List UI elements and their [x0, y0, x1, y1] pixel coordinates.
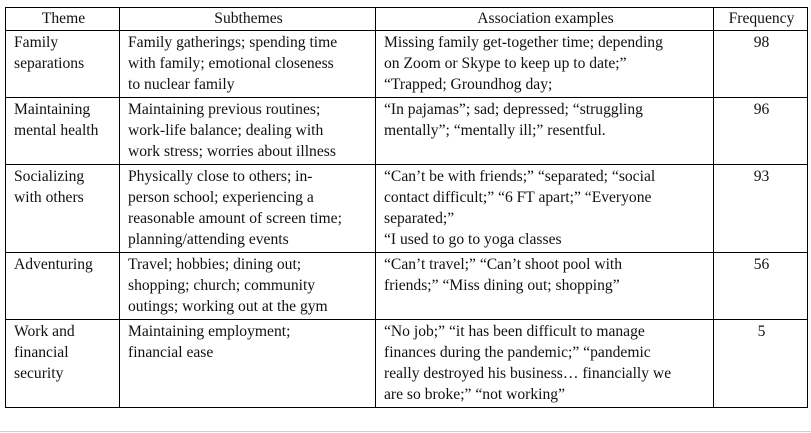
association-cell: “Can’t be with friends;” “separated; “social contact difficult;” “6 FT apart;” “Everyone separated;” “I used to go to yoga classes — [376, 165, 714, 253]
subthemes-cell: Physically close to others; in- person school; experiencing a reasonable amount of screen time; planning/attending events — [120, 165, 376, 253]
table-row — [6, 253, 808, 320]
frequency-cell: 98 — [714, 31, 808, 98]
table-row — [6, 165, 808, 253]
association-cell: “In pajamas”; sad; depressed; “struggling mentally”; “mentally ill;” resentful. — [376, 98, 714, 165]
frequency-cell: 96 — [714, 98, 808, 165]
theme-cell: Work and financial security — [6, 320, 120, 408]
header-subthemes: Subthemes — [120, 8, 376, 31]
table-row — [6, 98, 808, 165]
theme-cell: Socializing with others — [6, 165, 120, 253]
subthemes-cell: Maintaining employment; financial ease — [120, 320, 376, 408]
header-row — [6, 8, 808, 31]
themes-table — [5, 7, 808, 408]
subthemes-cell: Maintaining previous routines; work-life balance; dealing with work stress; worries about illness — [120, 98, 376, 165]
page-divider — [0, 431, 811, 432]
header-theme: Theme — [6, 8, 120, 31]
table-body — [6, 31, 808, 408]
subthemes-cell: Travel; hobbies; dining out; shopping; church; community outings; working out at the gym — [120, 253, 376, 320]
table-row — [6, 320, 808, 408]
association-cell: Missing family get-together time; depending on Zoom or Skype to keep up to date;” “Trapped; Groundhog day; — [376, 31, 714, 98]
header-frequency: Frequency — [714, 8, 808, 31]
table-header — [6, 8, 808, 31]
frequency-cell: 5 — [714, 320, 808, 408]
subthemes-cell: Family gatherings; spending time with family; emotional closeness to nuclear family — [120, 31, 376, 98]
theme-cell: Adventuring — [6, 253, 120, 320]
header-association-examples: Association examples — [376, 8, 714, 31]
association-cell: “Can’t travel;” “Can’t shoot pool with friends;” “Miss dining out; shopping” — [376, 253, 714, 320]
frequency-cell: 56 — [714, 253, 808, 320]
theme-cell: Maintaining mental health — [6, 98, 120, 165]
table-row — [6, 31, 808, 98]
frequency-cell: 93 — [714, 165, 808, 253]
theme-cell: Family separations — [6, 31, 120, 98]
association-cell: “No job;” “it has been difficult to manage finances during the pandemic;” “pandemic really destroyed his business… financially we are so broke;” “not working” — [376, 320, 714, 408]
